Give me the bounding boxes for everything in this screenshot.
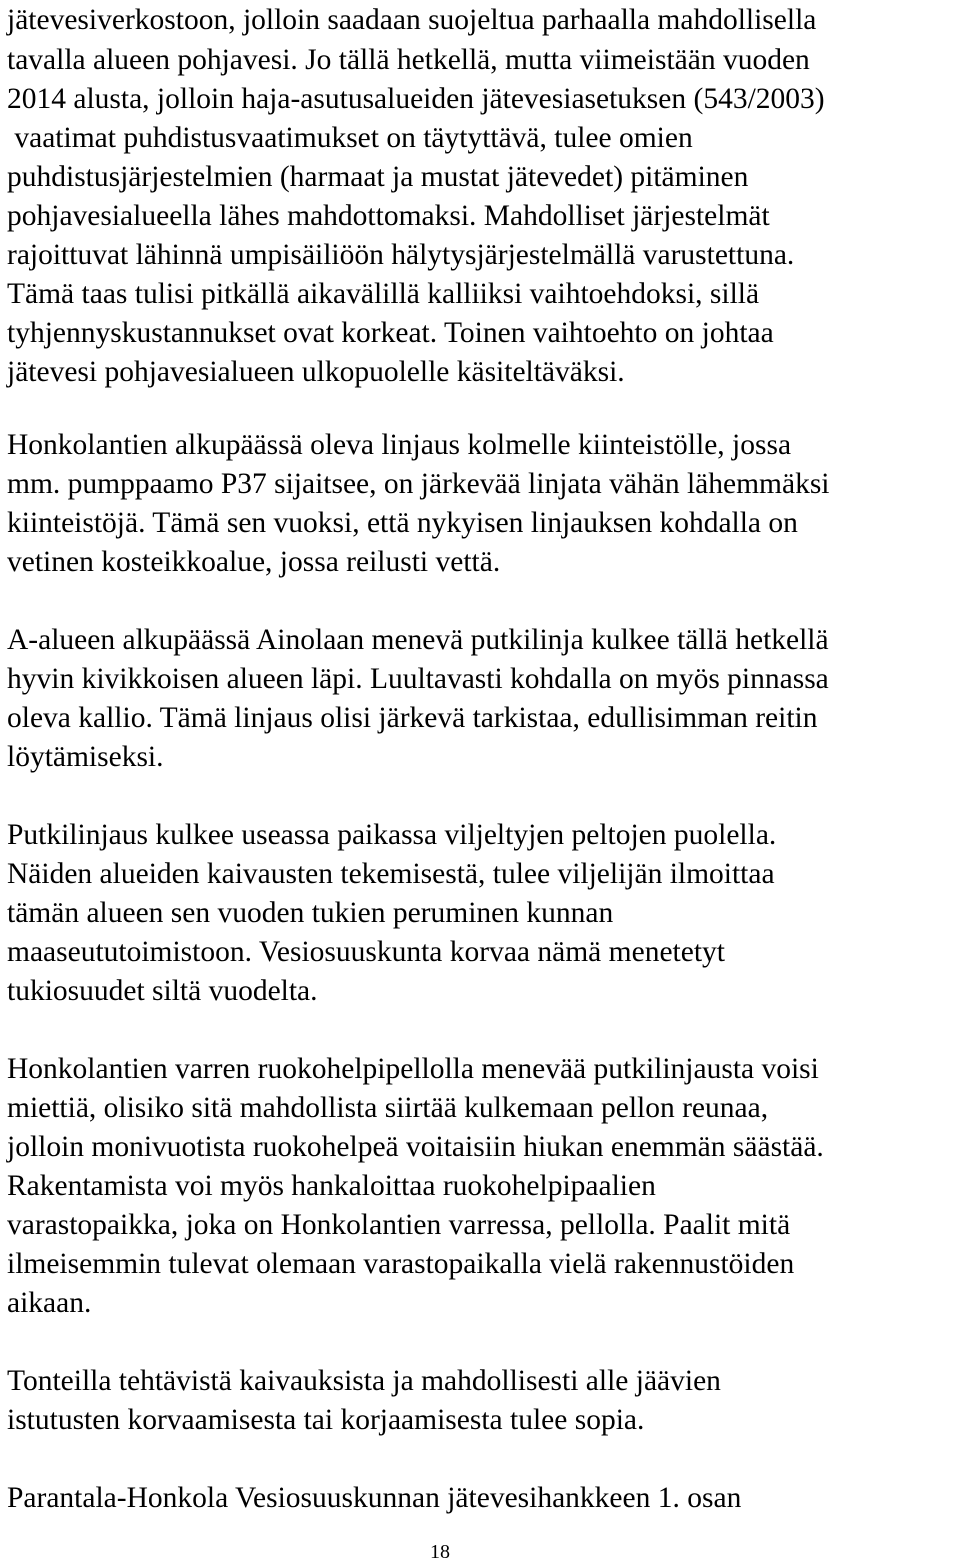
- body-text-line: löytämiseksi.: [7, 741, 164, 773]
- body-text-line: Putkilinjaus kulkee useassa paikassa viljeltyjen peltojen puolella.: [7, 819, 777, 851]
- body-text-line: hyvin kivikkoisen alueen läpi. Luultavasti kohdalla on myös pinnassa: [7, 663, 829, 695]
- body-text-line: kiinteistöjä. Tämä sen vuoksi, että nykyisen linjauksen kohdalla on: [7, 507, 798, 539]
- body-text-line: rajoittuvat lähinnä umpisäiliöön hälytysjärjestelmällä varustettuna.: [7, 239, 795, 271]
- body-text-line: istutusten korvaamisesta tai korjaamisesta tulee sopia.: [7, 1404, 645, 1436]
- body-text-line: oleva kallio. Tämä linjaus olisi järkevä tarkistaa, edullisimman reitin: [7, 702, 818, 734]
- body-text-line: ilmeisemmin tulevat olemaan varastopaikalla vielä rakennustöiden: [7, 1248, 795, 1280]
- body-text-line: Näiden alueiden kaivausten tekemisestä, tulee viljelijän ilmoittaa: [7, 858, 775, 890]
- page-number: 18: [430, 1541, 450, 1563]
- body-text-line: tukiosuudet siltä vuodelta.: [7, 975, 318, 1007]
- body-text-line: mm. pumppaamo P37 sijaitsee, on järkevää linjata vähän lähemmäksi: [7, 468, 830, 500]
- footer-document-title: Parantala-Honkola Vesiosuuskunnan jätevesihankkeen 1. osan: [7, 1482, 742, 1514]
- body-text-line: Rakentamista voi myös hankaloittaa ruokohelpipaalien: [7, 1170, 656, 1202]
- body-text-line: maaseututoimistoon. Vesiosuuskunta korvaa nämä menetetyt: [7, 936, 725, 968]
- body-text-line: vaatimat puhdistusvaatimukset on täytyttävä, tulee omien: [7, 122, 693, 154]
- body-text-line: aikaan.: [7, 1287, 92, 1319]
- body-text-line: varastopaikka, joka on Honkolantien varressa, pellolla. Paalit mitä: [7, 1209, 791, 1241]
- body-text-line: jolloin monivuotista ruokohelpeä voitaisiin hiukan enemmän säästää.: [7, 1131, 824, 1163]
- body-text-line: A-alueen alkupäässä Ainolaan menevä putkilinja kulkee tällä hetkellä: [7, 624, 829, 656]
- body-text-line: Honkolantien alkupäässä oleva linjaus kolmelle kiinteistölle, jossa: [7, 429, 792, 461]
- body-text-line: vetinen kosteikkoalue, jossa reilusti vettä.: [7, 546, 501, 578]
- body-text-line: Honkolantien varren ruokohelpipellolla menevää putkilinjausta voisi: [7, 1053, 819, 1085]
- body-text-line: tyhjennyskustannukset ovat korkeat. Toinen vaihtoehto on johtaa: [7, 317, 774, 349]
- body-text-line: puhdistusjärjestelmien (harmaat ja mustat jätevedet) pitäminen: [7, 161, 749, 193]
- body-text-line: 2014 alusta, jolloin haja-asutusalueiden jätevesiasetuksen (543/2003): [7, 83, 825, 115]
- body-text-line: jätevesi pohjavesialueen ulkopuolelle käsiteltäväksi.: [7, 356, 625, 388]
- body-text-line: jätevesiverkostoon, jolloin saadaan suojeltua parhaalla mahdollisella: [7, 4, 817, 36]
- body-text-line: miettiä, olisiko sitä mahdollista siirtää kulkemaan pellon reunaa,: [7, 1092, 769, 1124]
- body-text-line: Tonteilla tehtävistä kaivauksista ja mahdollisesti alle jäävien: [7, 1365, 721, 1397]
- body-text-line: tämän alueen sen vuoden tukien peruminen kunnan: [7, 897, 614, 929]
- body-text-line: Tämä taas tulisi pitkällä aikavälillä kalliiksi vaihtoehdoksi, sillä: [7, 278, 760, 310]
- body-text-line: tavalla alueen pohjavesi. Jo tällä hetkellä, mutta viimeistään vuoden: [7, 44, 810, 76]
- body-text-line: pohjavesialueella lähes mahdottomaksi. Mahdolliset järjestelmät: [7, 200, 770, 232]
